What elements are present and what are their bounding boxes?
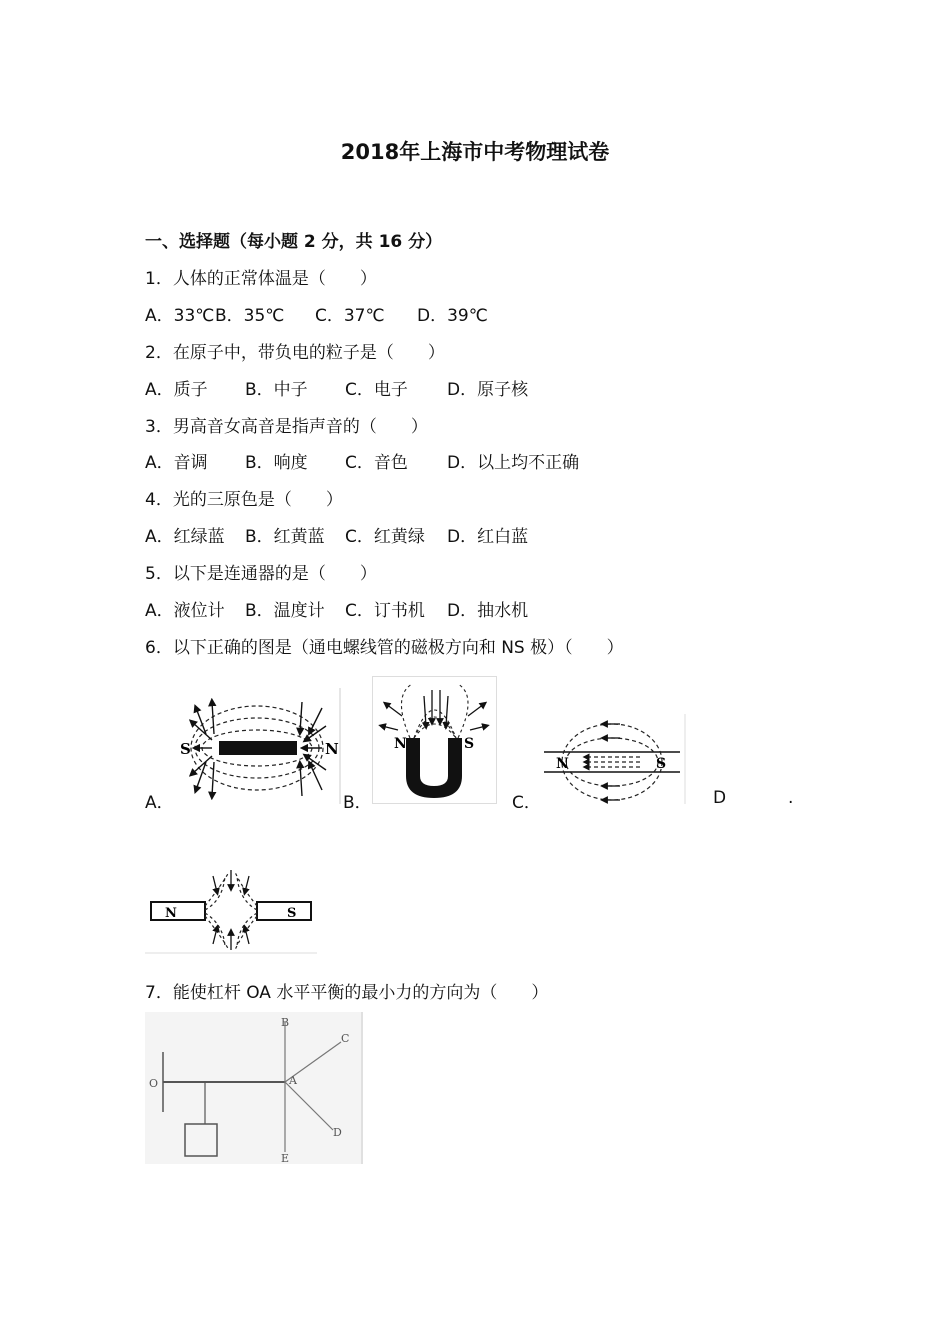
q6-figure-c-solenoid <box>540 714 686 804</box>
q6-label-d[interactable]: D <box>713 788 727 808</box>
figure-a-s-label: S <box>180 740 191 758</box>
question-2-options <box>145 375 528 400</box>
figure-b-s-label: S <box>464 736 475 752</box>
q7-point-c: C <box>341 1032 350 1045</box>
q3-option-c[interactable]: C．音色 <box>345 453 408 473</box>
q4-option-b[interactable]: B．红黄蓝 <box>245 527 325 547</box>
q2-option-b[interactable]: B．中子 <box>245 380 308 400</box>
exam-title: 2018年上海市中考物理试卷 <box>340 140 610 164</box>
q5-option-c[interactable]: C．订书机 <box>345 601 425 621</box>
q1-option-c[interactable]: C．37℃ <box>315 306 385 326</box>
question-1-options <box>145 301 488 326</box>
question-1-stem: 1．人体的正常体温是（ ） <box>145 269 377 289</box>
q4-option-a[interactable]: A．红绿蓝 <box>145 527 225 547</box>
figure-a-n-label: N <box>325 740 339 758</box>
figure-c-n-label: N <box>556 756 569 772</box>
question-5-options <box>145 596 528 621</box>
q4-option-c[interactable]: C．红黄绿 <box>345 527 425 547</box>
q1-option-d[interactable]: D．39℃ <box>417 306 488 326</box>
question-3-options <box>145 448 579 473</box>
question-4-stem: 4．光的三原色是（ ） <box>145 490 343 510</box>
q7-point-d: D <box>333 1126 342 1139</box>
q7-point-b: B <box>281 1016 290 1029</box>
q7-point-e: E <box>281 1152 290 1164</box>
q4-option-d[interactable]: D．红白蓝 <box>447 527 529 547</box>
q5-option-b[interactable]: B．温度计 <box>245 601 325 621</box>
question-2-stem: 2．在原子中，带负电的粒子是（ ） <box>145 343 445 363</box>
figure-d-n-label: N <box>165 906 177 921</box>
q7-point-o: O <box>149 1077 159 1090</box>
q7-lever-figure <box>145 1012 363 1164</box>
q2-option-a[interactable]: A．质子 <box>145 380 208 400</box>
q7-point-a: A <box>289 1074 297 1087</box>
q6-figure-b-u-magnet <box>372 676 497 804</box>
q5-option-a[interactable]: A．液位计 <box>145 601 225 621</box>
question-6-stem: 6．以下正确的图是（通电螺线管的磁极方向和 NS 极）（ ） <box>145 638 624 658</box>
q6-label-dot: . <box>788 788 794 808</box>
q6-label-b[interactable]: B． <box>343 793 372 813</box>
figure-d-s-label: S <box>287 906 297 921</box>
q3-option-d[interactable]: D．以上均不正确 <box>447 453 580 473</box>
q2-option-d[interactable]: D．原子核 <box>447 380 529 400</box>
q5-option-d[interactable]: D．抽水机 <box>447 601 529 621</box>
q2-option-c[interactable]: C．电子 <box>345 380 408 400</box>
section-heading: 一、选择题（每小题 2 分，共 16 分） <box>145 232 443 252</box>
figure-c-s-label: S <box>656 756 667 772</box>
q6-figure-d-two-magnets <box>145 866 317 954</box>
question-7-stem: 7．能使杠杆 OA 水平平衡的最小力的方向为（ ） <box>145 983 549 1003</box>
q1-option-b[interactable]: B．35℃ <box>215 306 285 326</box>
q3-option-a[interactable]: A．音调 <box>145 453 208 473</box>
q6-label-c[interactable]: C． <box>512 793 541 813</box>
q6-figure-a-bar-magnet <box>172 688 342 804</box>
figure-b-n-label: N <box>394 736 407 752</box>
question-4-options <box>145 522 528 547</box>
q6-label-a[interactable]: A． <box>145 793 174 813</box>
question-3-stem: 3．男高音女高音是指声音的（ ） <box>145 417 428 437</box>
question-5-stem: 5．以下是连通器的是（ ） <box>145 564 377 584</box>
q1-option-a[interactable]: A．33℃ <box>145 306 215 326</box>
q3-option-b[interactable]: B．响度 <box>245 453 308 473</box>
